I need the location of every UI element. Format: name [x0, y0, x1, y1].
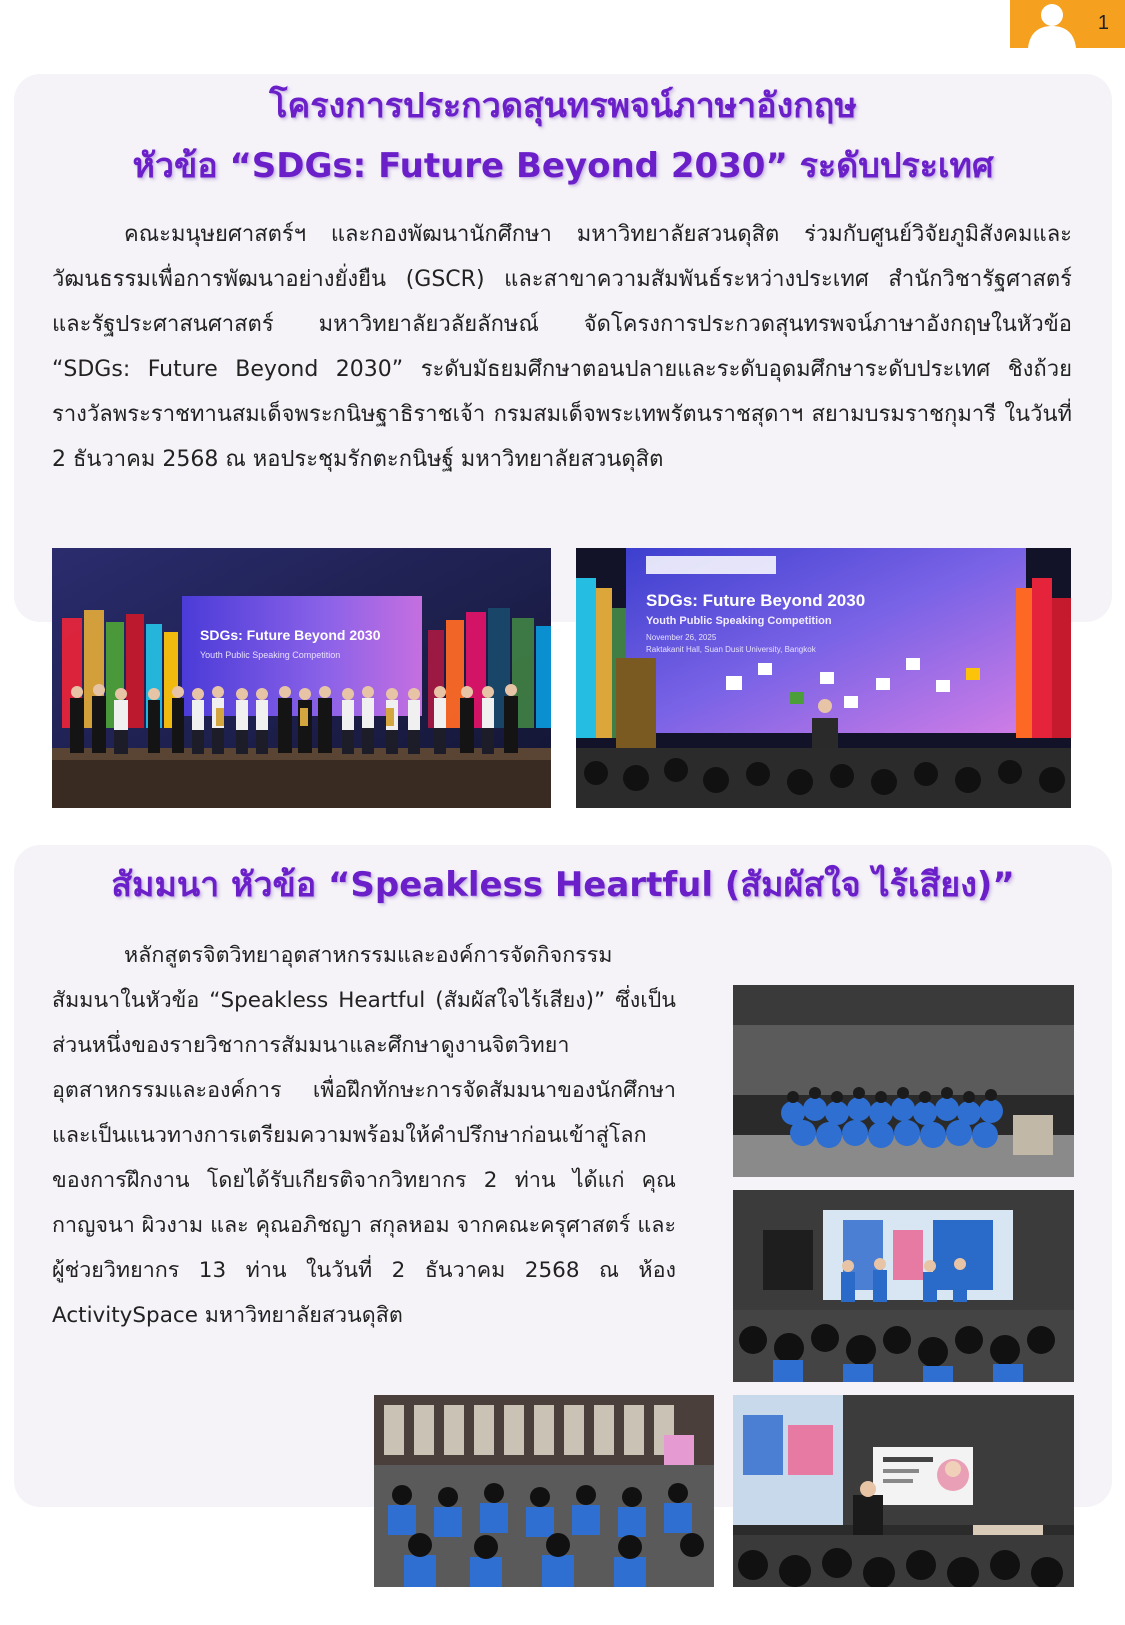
- seminar-audience-photo: [374, 1395, 714, 1587]
- section1-title-line1: โครงการประกวดสุนทรพจน์ภาษาอังกฤษ: [269, 86, 857, 126]
- seminar-speaker-photo: [733, 1395, 1074, 1587]
- screen-title-2: SDGs: Future Beyond 2030: [646, 591, 866, 610]
- section1-title-line2: หัวข้อ “SDGs: Future Beyond 2030” ระดับประเทศ: [132, 146, 994, 186]
- page-number-tab: [1010, 0, 1125, 48]
- screen-subtitle-2: Youth Public Speaking Competition: [646, 615, 832, 627]
- person-silhouette-icon: [1024, 0, 1078, 48]
- section2-paragraph: [52, 933, 676, 1383]
- screen-subtitle-1: Youth Public Speaking Competition: [200, 650, 341, 660]
- page-number: 1: [1097, 12, 1109, 34]
- seminar-group-photo: [733, 985, 1074, 1177]
- section1-paragraph: [52, 212, 1072, 522]
- seminar-stage-photo: [733, 1190, 1074, 1382]
- screen-venue: Raktakanit Hall, Suan Dusit University, Bangkok: [646, 645, 816, 654]
- speaker-on-stage-photo: [576, 548, 1071, 808]
- award-ceremony-photo: [52, 548, 551, 808]
- screen-date: November 26, 2025: [646, 633, 717, 642]
- section2-title: สัมมนา หัวข้อ “Speakless Heartful (สัมผัสใจ ไร้เสียง)”: [111, 865, 1015, 905]
- section1-paragraph-text: คณะมนุษยศาสตร์ฯ และกองพัฒนานักศึกษา มหาวิทยาลัยสวนดุสิต ร่วมกับศูนย์วิจัยภูมิสังคมและวัฒนธรรมเพื่อการพัฒนาอย่างยั่งยืน (GSCR) และสาขาความสัมพันธ์ระหว่างประเทศ สำนักวิชารัฐศาสตร์และรัฐประศาสนศาสตร์ มหาวิทยาลัยวลัยลักษณ์ จัดโครงการประกวดสุนทรพจน์ภาษาอังกฤษในหัวข้อ “SDGs: Future Beyond 2030” ระดับมัธยมศึกษาตอนปลายและระดับอุดมศึกษาระดับประเทศ ชิงถ้วยรางวัลพระราชทานสมเด็จพระกนิษฐาธิราชเจ้า กรมสมเด็จพระเทพรัตนราชสุดาฯ สยามบรมราชกุมารี ในวันที่ 2 ธันวาคม 2568 ณ หอประชุมรักตะกนิษฐ์ มหาวิทยาลัยสวนดุสิต: [52, 222, 1072, 472]
- section2-paragraph-text: หลักสูตรจิตวิทยาอุตสาหกรรมและองค์การจัดกิจกรรมสัมมนาในหัวข้อ “Speakless Heartful (สัมผัสใจไร้เสียง)” ซึ่งเป็นส่วนหนึ่งของรายวิชาการสัมมนาและศึกษาดูงานจิตวิทยาอุตสาหกรรมและองค์การ เพื่อฝึกทักษะการจัดสัมมนาของนักศึกษา และเป็นแนวทางการเตรียมความพร้อมให้คำปรึกษาก่อนเข้าสู่โลกของการฝึกงาน โดยได้รับเกียรติจากวิทยากร 2 ท่าน ได้แก่ คุณกาญจนา ผิวงาม และ คุณอภิชญา สกุลหอม จากคณะครุศาสตร์ และผู้ช่วยวิทยากร 13 ท่าน ในวันที่ 2 ธันวาคม 2568 ณ ห้อง ActivitySpace มหาวิทยาลัยสวนดุสิต: [52, 943, 676, 1328]
- screen-title-1: SDGs: Future Beyond 2030: [200, 627, 381, 643]
